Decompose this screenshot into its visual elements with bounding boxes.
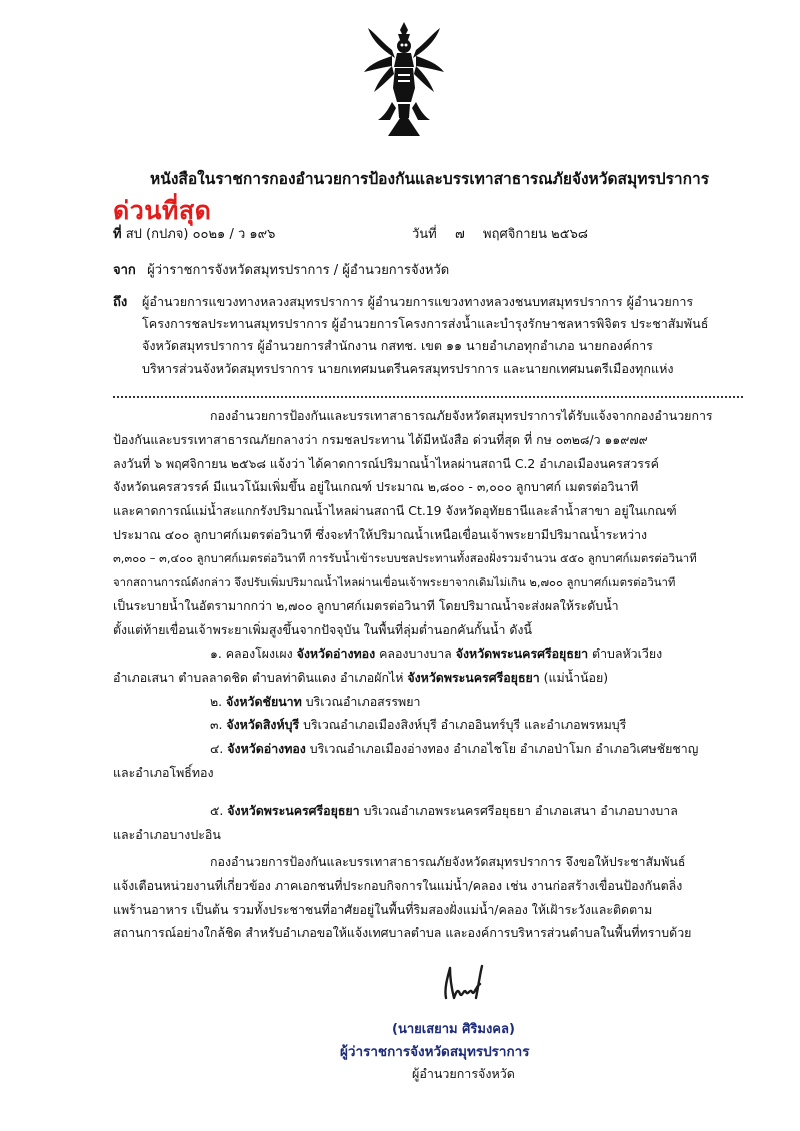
- item-text: บริเวณอำเภอเมืองสิงห์บุรี อำเภออินทร์บุรี และอำเภอพรหมบุรี: [299, 717, 627, 733]
- from-value: ผู้ว่าราชการจังหวัดสมุทรปราการ / ผู้อำนวยการจังหวัด: [147, 263, 450, 278]
- item-number: ๕.: [210, 802, 228, 818]
- item-text: บริเวณอำเภอพระนครศรีอยุธยา อำเภอเสนา อำเภอบางบาล: [359, 802, 678, 818]
- urgency-stamp: ด่วนที่สุด: [113, 196, 212, 225]
- body-line: ตั้งแต่ท้ายเขื่อนเจ้าพระยาเพิ่มสูงขึ้นจากปัจจุบัน ในพื้นที่ลุ่มต่ำนอกคันกั้นน้ำ ดังนี้: [113, 622, 532, 638]
- date-month-year: พฤศจิกายน ๒๕๖๘: [483, 227, 588, 242]
- list-item-continuation: และอำเภอโพธิ์ทอง: [113, 764, 214, 780]
- body-line: ๓,๓๐๐ – ๓,๔๐๐ ลูกบาศก์เมตรต่อวินาที การรับน้ำเข้าระบบชลประทานทั้งสองฝั่งรวมจำนวน ๕๕๐ ลูกบาศก์เมตรต่อวินาที: [113, 550, 697, 565]
- body-line: ป้องกันและบรรเทาสาธารณภัยกลางว่า กรมชลประทาน ได้มีหนังสือ ด่วนที่สุด ที่ กษ ๐๓๒๘/ว ๑๑๙๗๙: [113, 431, 648, 447]
- to-recipients: [142, 291, 742, 380]
- doc-number: [113, 223, 275, 244]
- letterhead-title: หนังสือในราชการกองอำนวยการป้องกันและบรรเทาสาธารณภัยจังหวัดสมุทรปราการ: [150, 170, 710, 188]
- list-item: [113, 642, 743, 666]
- body-line: ประมาณ ๔๐๐ ลูกบาศก์เมตรต่อวินาที ซึ่งจะทำให้ปริมาณน้ำเหนือเขื่อนเจ้าพระยามีปริมาณน้ำระหว่าง: [113, 526, 648, 542]
- item-province: จังหวัดพระนครศรีอยุธยา: [455, 646, 589, 661]
- item-text: คลองบางบาล: [375, 646, 456, 661]
- from-label: จาก: [113, 263, 136, 278]
- body-line: กองอำนวยการป้องกันและบรรเทาสาธารณภัยจังหวัดสมุทรปราการได้รับแจ้งจากกองอำนวยการ: [210, 408, 713, 423]
- to-line: บริหารส่วนจังหวัดสมุทรปราการ นายกเทศมนตรีนครสมุทรปราการ และนายกเทศมนตรีเมืองทุกแห่ง: [142, 360, 674, 376]
- list-item-continuation: และอำเภอบางปะอิน: [113, 826, 221, 842]
- item-number: ๒.: [210, 693, 227, 709]
- doc-number-value: สป (กปภจ) ๐๐๒๑ / ว ๑๙๖: [125, 227, 276, 242]
- body-line: จังหวัดนครสวรรค์ มีแนวโน้มเพิ่มขึ้น อยู่ในเกณฑ์ ประมาณ ๒,๘๐๐ - ๓,๐๐๐ ลูกบาศก์ เมตรต่อวินาที: [113, 479, 639, 495]
- item-province: จังหวัดพระนครศรีอยุธยา: [227, 802, 360, 818]
- list-item: [113, 713, 743, 737]
- garuda-emblem-icon: [362, 20, 446, 138]
- item-number: ๔.: [210, 741, 228, 757]
- item-text: บริเวณอำเภอสรรพยา: [301, 693, 421, 709]
- item-text: ๑. คลองโผงเผง: [210, 646, 297, 661]
- doc-date: [412, 223, 588, 244]
- signatory-position: ผู้ว่าราชการจังหวัดสมุทรปราการ: [340, 1044, 530, 1060]
- list-item: [113, 799, 743, 823]
- body-line: จากสถานการณ์ดังกล่าว จึงปรับเพิ่มปริมาณน้ำไหลผ่านเขื่อนเจ้าพระยาจากเดิมไม่เกิน ๒,๗๐๐ ลูกบาศก์เมตรต่อวินาที: [113, 574, 676, 589]
- from-row: [113, 259, 449, 280]
- item-province: จังหวัดพระนครศรีอยุธยา: [407, 669, 540, 685]
- paragraph-2: [113, 850, 743, 945]
- to-label: ถึง: [113, 295, 128, 310]
- item-text: (แม่น้ำน้อย): [539, 669, 609, 685]
- signatory-name: (นายเสยาม ศิริมงคล): [392, 1022, 515, 1037]
- header-divider: [113, 396, 743, 398]
- date-day: ๗: [455, 227, 465, 242]
- doc-number-label: ที่: [113, 227, 122, 242]
- list-item-continuation: [113, 666, 743, 690]
- item-province: จังหวัดอ่างทอง: [227, 741, 306, 757]
- item-text: บริเวณอำเภอเมืองอ่างทอง อำเภอไชโย อำเภอป่าโมก อำเภอวิเศษชัยชาญ: [305, 741, 699, 757]
- to-line: โครงการชลประทานสมุทรปราการ ผู้อำนวยการโครงการส่งน้ำและบำรุงรักษาชลหารพิจิตร ประชาสัมพันธ์: [142, 316, 709, 332]
- body-line: เป็นระบายน้ำในอัตรามากกว่า ๒,๗๐๐ ลูกบาศก์เมตรต่อวินาที โดยปริมาณน้ำจะส่งผลให้ระดับน้ำ: [113, 598, 619, 614]
- to-line: ผู้อำนวยการแขวงทางหลวงสมุทรปราการ ผู้อำนวยการแขวงทางหลวงชนบทสมุทรปราการ ผู้อำนวยการ: [142, 294, 694, 309]
- signatory-secondary-position: ผู้อำนวยการจังหวัด: [412, 1066, 515, 1081]
- item-province: จังหวัดชัยนาท: [226, 693, 302, 709]
- affected-areas-list: [113, 642, 743, 846]
- item-province: จังหวัดอ่างทอง: [296, 646, 376, 661]
- paragraph-1: [113, 404, 743, 642]
- list-item: [113, 737, 743, 761]
- body-line: กองอำนวยการป้องกันและบรรเทาสาธารณภัยจังหวัดสมุทรปราการ จึงขอให้ประชาสัมพันธ์: [210, 854, 686, 869]
- body-line: แจ้งเตือนหน่วยงานที่เกี่ยวข้อง ภาคเอกชนที่ประกอบกิจการในแม่น้ำ/คลอง เช่น งานก่อสร้างเขื่อนป้องกันตลิ่ง: [113, 877, 683, 893]
- to-line: จังหวัดสมุทรปราการ ผู้อำนวยการสำนักงาน กสทช. เขต ๑๑ นายอำเภอทุกอำเภอ นายกองค์การ: [142, 338, 653, 354]
- body-line: สถานการณ์อย่างใกล้ชิด สำหรับอำเภอขอให้แจ้งเทศบาลตำบล และองค์การบริหารส่วนตำบลในพื้นที่ทราบด้วย: [113, 925, 692, 941]
- list-item: [113, 690, 743, 714]
- item-text: ตำบลหัวเวียง: [588, 646, 663, 661]
- date-label: วันที่: [412, 227, 437, 242]
- item-number: ๓.: [210, 717, 227, 733]
- body-line: ลงวันที่ ๖ พฤศจิกายน ๒๕๖๘ แจ้งว่า ได้คาดการณ์ปริมาณน้ำไหลผ่านสถานี C.2 อำเภอเมืองนครสวรรค์: [113, 455, 659, 471]
- item-text: อำเภอเสนา ตำบลลาดชิด ตำบลท่าดินแดง อำเภอผักไห่: [113, 669, 408, 685]
- item-province: จังหวัดสิงห์บุรี: [226, 717, 300, 733]
- body-line: แพร้านอาหาร เป็นต้น รวมทั้งประชาชนที่อาศัยอยู่ในพื้นที่ริมสองฝั่งแม่น้ำ/คลอง ให้เฝ้าระวังและติดตาม: [113, 901, 653, 917]
- body-line: และคาดการณ์แม่น้ำสะแกกรังปริมาณน้ำไหลผ่านสถานี Ct.19 จังหวัดอุทัยธานีและลำน้ำสาขา อยู่ในเกณฑ์: [113, 503, 677, 519]
- handwritten-signature: [440, 958, 488, 1008]
